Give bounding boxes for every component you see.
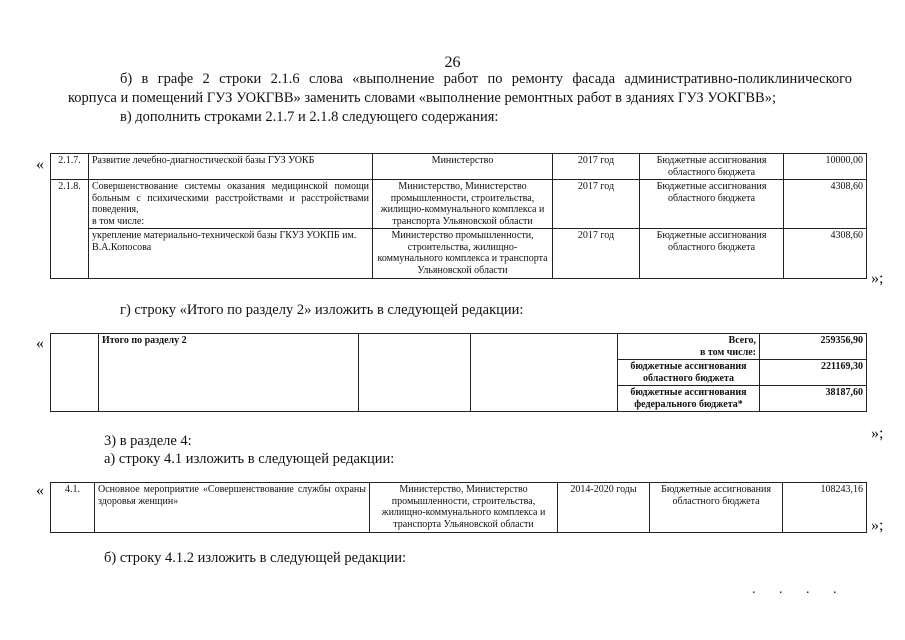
table-row	[51, 334, 867, 360]
funding-source: Бюджетные ассигнования областного бюджета	[640, 180, 784, 229]
funding-source: Бюджетные ассигнования областного бюджета	[640, 229, 784, 279]
open-quote: «	[36, 482, 44, 499]
table-row	[51, 483, 867, 533]
executor: Министерство	[373, 154, 553, 180]
table-row	[51, 180, 867, 229]
paragraph-b2: б) строку 4.1.2 изложить в следующей редакции:	[104, 550, 407, 566]
paragraph-a: а) строку 4.1 изложить в следующей редакции:	[104, 451, 395, 467]
measure-name: Основное мероприятие «Совершенствование службы охраны здоровья женщин»	[95, 483, 370, 533]
empty-cell	[359, 334, 471, 412]
open-quote: «	[36, 335, 44, 352]
federal-budget-amount: 38187,60	[760, 386, 867, 412]
paragraph-g: г) строку «Итого по разделу 2» изложить в следующей редакции:	[120, 302, 524, 318]
total-label-text: Всего,	[728, 335, 756, 346]
open-quote: «	[36, 156, 44, 173]
paragraph-b-line1: б) в графе 2 строки 2.1.6 слова «выполнение работ по ремонту фасада административно-поликлинического	[120, 71, 852, 87]
measure-name	[89, 180, 373, 229]
table-row-4-1	[50, 482, 867, 533]
measure-name: Развитие лечебно-диагностической базы ГУЗ УОКБ	[89, 154, 373, 180]
measure-name: укрепление материально-технической базы ГКУЗ УОКПБ им. В.А.Копосова	[89, 229, 373, 279]
total-amount: 259356,90	[760, 334, 867, 360]
period: 2017 год	[553, 180, 640, 229]
regional-budget-label: бюджетные ассигнования областного бюджета	[618, 360, 760, 386]
amount: 4308,60	[784, 229, 867, 279]
amount: 10000,00	[784, 154, 867, 180]
empty-cell	[51, 334, 99, 412]
executor: Министерство, Министерство промышленности, строительства, жилищно-коммунального комплекса и транспорта Ульяновской области	[370, 483, 558, 533]
measure-name-text: Совершенствование системы оказания медицинской помощи больным с психическими расстройствами и расстройствами поведения,	[92, 181, 369, 215]
regional-budget-amount: 221169,30	[760, 360, 867, 386]
measure-name-sub: в том числе:	[92, 215, 145, 227]
period: 2014-2020 годы	[558, 483, 650, 533]
amount: 4308,60	[784, 180, 867, 229]
row-number: 4.1.	[51, 483, 95, 533]
amount: 108243,16	[783, 483, 867, 533]
empty-cell	[471, 334, 618, 412]
total-label-sub: в том числе:	[699, 346, 756, 358]
paragraph-b-line2: корпуса и помещений ГУЗ УОКГВВ» заменить словами «выполнение ремонтных работ в зданиях ГУЗ УОКГВВ»;	[68, 90, 776, 106]
table-row	[51, 154, 867, 180]
row-number: 2.1.8.	[51, 180, 89, 279]
period: 2017 год	[553, 229, 640, 279]
close-quote: »;	[871, 270, 884, 287]
paragraph-3: 3) в разделе 4:	[104, 433, 192, 449]
executor: Министерство, Министерство промышленности, строительства, жилищно-коммунального комплекса и транспорта Ульяновской области	[373, 180, 553, 229]
close-quote: »;	[871, 517, 884, 534]
funding-source: Бюджетные ассигнования областного бюджета	[650, 483, 783, 533]
table-rows-2-1-7-2-1-8	[50, 153, 867, 279]
total-label	[618, 334, 760, 360]
table-row	[51, 229, 867, 279]
continuation-dots: . . . .	[752, 582, 847, 597]
funding-source: Бюджетные ассигнования областного бюджета	[640, 154, 784, 180]
total-title: Итого по разделу 2	[99, 334, 359, 412]
row-number: 2.1.7.	[51, 154, 89, 180]
federal-budget-label: бюджетные ассигнования федерального бюджета*	[618, 386, 760, 412]
executor: Министерство промышленности, строительства, жилищно-коммунального комплекса и транспорта Ульяновской области	[373, 229, 553, 279]
close-quote: »;	[871, 425, 884, 442]
table-total-section-2	[50, 333, 867, 412]
paragraph-v: в) дополнить строками 2.1.7 и 2.1.8 следующего содержания:	[120, 109, 499, 125]
page-number: 26	[444, 54, 461, 71]
period: 2017 год	[553, 154, 640, 180]
